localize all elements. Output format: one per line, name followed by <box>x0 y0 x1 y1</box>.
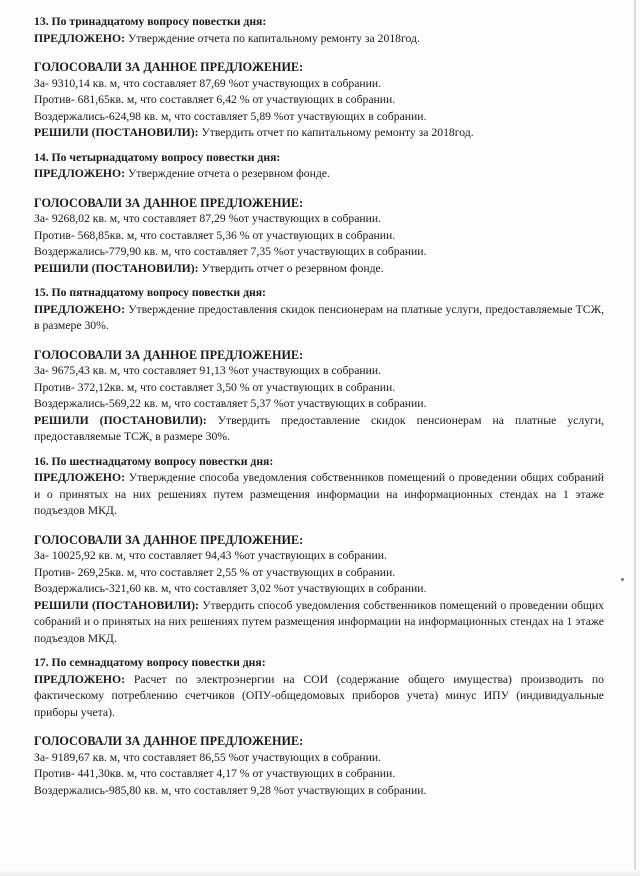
proposed-text: Утверждение отчета по капитальному ремонту за 2018год. <box>127 31 420 45</box>
question-heading: 17. По семнадцатому вопросу повестки дня: <box>34 656 266 669</box>
vote-for: За- 9310,14 кв. м, что составляет 87,69 %от участвующих в собрании. <box>34 76 382 90</box>
question-heading: 16. По шестнадцатому вопросу повестки дня: <box>34 454 274 468</box>
proposed-text: Расчет по электроэнергии на СОИ (содержание общего имущества) производить по фактическому потреблению счетчиков (ОПУ-общедомовых приборов учета) минус ИПУ (индивидуальные приборы учета). <box>34 672 605 719</box>
vote-for: За- 9675,43 кв. м, что составляет 91,13 %от участвующих в собрании. <box>34 364 382 377</box>
vote-header: ГОЛОСОВАЛИ ЗА ДАННОЕ ПРЕДЛОЖЕНИЕ: <box>34 195 304 210</box>
proposed-label: ПРЕДЛОЖЕНО: <box>34 471 126 484</box>
section-17 <box>34 655 604 799</box>
vote-against: Против- 372,12кв. м, что составляет 3,50 % от участвующих в собрании. <box>34 380 396 394</box>
decided-text: Утвердить предоставление скидок пенсионерам на платные услуги, предоставляемые ТСЖ, в размере 30%. <box>34 413 605 443</box>
decided-text: Утвердить отчет о резервном фонде. <box>201 261 384 275</box>
scan-speck <box>621 578 624 581</box>
decided-text: Утвердить способ уведомления собственников помещений о проведении общих собраний и о принятых на них решениях путем размещения информации на информационных стендах на 1 этаже подъездов МКД. <box>34 598 605 645</box>
document-body <box>34 14 604 807</box>
proposed-text: Утверждение способа уведомления собственников помещений о проведении общих собраний и о принятых на них решениях путем размещения информации на информационных стендах на 1 этаже подъездов МКД. <box>34 471 605 517</box>
question-heading: 13. По тринадцатому вопросу повестки дня: <box>34 15 267 28</box>
section-14 <box>34 150 604 278</box>
vote-abstained: Воздержались-985,80 кв. м, что составляет 9,28 %от участвующих в собрании. <box>34 783 427 797</box>
decided-text: Утвердить отчет по капитальному ремонту за 2018год. <box>201 126 474 139</box>
vote-for: За- 10025,92 кв. м, что составляет 94,43 %от участвующих в собрании. <box>34 549 387 562</box>
page-edge <box>634 0 636 876</box>
decided-label: РЕШИЛИ (ПОСТАНОВИЛИ): <box>34 261 199 275</box>
vote-for: За- 9189,67 кв. м, что составляет 86,55 %от участвующих в собрании. <box>34 750 382 764</box>
page-bottom-shadow <box>0 870 640 876</box>
section-15 <box>34 285 604 446</box>
proposed-text: Утверждение предоставления скидок пенсионерам на платные услуги, предоставляемые ТСЖ, в размере 30%. <box>34 302 604 332</box>
proposed-label: ПРЕДЛОЖЕНО: <box>34 167 126 180</box>
vote-header: ГОЛОСОВАЛИ ЗА ДАННОЕ ПРЕДЛОЖЕНИЕ: <box>34 734 304 748</box>
vote-abstained: Воздержались-779,90 кв. м, что составляет 7,35 %от участвующих в собрании. <box>34 245 427 258</box>
decided-label: РЕШИЛИ (ПОСТАНОВИЛИ): <box>34 598 199 612</box>
decided-label: РЕШИЛИ (ПОСТАНОВИЛИ): <box>34 126 199 139</box>
vote-against: Против- 441,30кв. м, что составляет 4,17 % от участвующих в собрании. <box>34 767 396 780</box>
vote-abstained: Воздержались-321,60 кв. м, что составляет 3,02 %от участвующих в собрании. <box>34 582 427 595</box>
question-heading: 14. По четырнадцатому вопросу повестки дня: <box>34 150 281 164</box>
proposed-label: ПРЕДЛОЖЕНО: <box>34 31 126 45</box>
vote-abstained: Воздержались-569,22 кв. м, что составляет 5,37 %от участвующих в собрании. <box>34 397 427 410</box>
proposed-label: ПРЕДЛОЖЕНО: <box>34 672 126 686</box>
section-16 <box>34 454 604 648</box>
vote-against: Против- 269,25кв. м, что составляет 2,55 % от участвующих в собрании. <box>34 565 396 579</box>
question-heading: 15. По пятнадцатому вопросу повестки дня: <box>34 286 266 299</box>
proposed-text: Утверждение отчета о резервном фонде. <box>127 167 330 180</box>
vote-header: ГОЛОСОВАЛИ ЗА ДАННОЕ ПРЕДЛОЖЕНИЕ: <box>34 532 304 547</box>
decided-label: РЕШИЛИ (ПОСТАНОВИЛИ): <box>34 413 207 427</box>
vote-for: За- 9268,02 кв. м, что составляет 87,29 %от участвующих в собрании. <box>34 212 382 225</box>
vote-abstained: Воздержались-624,98 кв. м, что составляет 5,89 %от участвующих в собрании. <box>34 109 427 123</box>
section-13 <box>34 14 604 142</box>
vote-header: ГОЛОСОВАЛИ ЗА ДАННОЕ ПРЕДЛОЖЕНИЕ: <box>34 60 304 74</box>
proposed-label: ПРЕДЛОЖЕНО: <box>34 302 126 316</box>
vote-header: ГОЛОСОВАЛИ ЗА ДАННОЕ ПРЕДЛОЖЕНИЕ: <box>34 347 304 362</box>
vote-against: Против- 681,65кв. м, что составляет 6,42 % от участвующих в собрании. <box>34 93 396 106</box>
vote-against: Против- 568,85кв. м, что составляет 5,36 % от участвующих в собрании. <box>34 228 396 242</box>
